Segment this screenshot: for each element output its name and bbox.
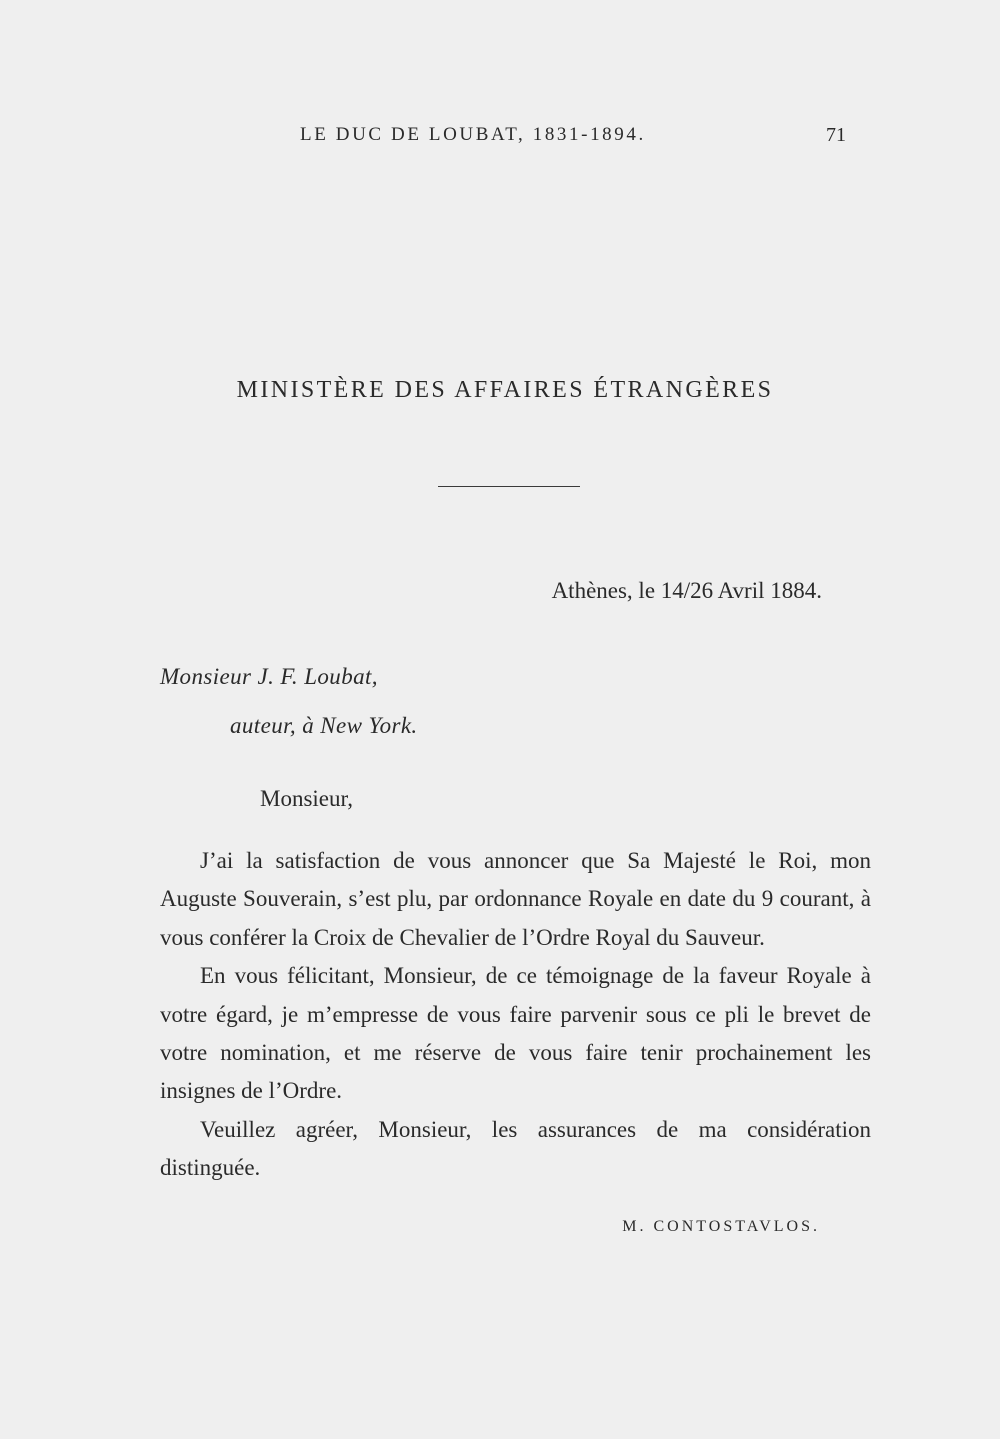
- addressee-name: Monsieur J. F. Loubat,: [160, 664, 378, 689]
- divider-rule: [438, 486, 580, 487]
- addressee-location: auteur, à New York.: [230, 713, 418, 738]
- paragraph: J’ai la satisfaction de vous annoncer que Sa Majesté le Roi, mon Auguste Souverain, s’est plu, par ordonnance Royale en date du 9 courant, à vous conférer la Croix de Chevalier de l’Ordre Royal du Sauveur.: [160, 848, 871, 950]
- page-number: 71: [826, 124, 846, 146]
- salutation: Monsieur,: [260, 786, 353, 811]
- running-header: [160, 124, 850, 154]
- running-title: LE DUC DE LOUBAT, 1831-1894.: [300, 124, 646, 145]
- ministry-heading: MINISTÈRE DES AFFAIRES ÉTRANGÈRES: [236, 377, 774, 403]
- dateline: Athènes, le 14/26 Avril 1884.: [551, 578, 822, 603]
- paragraph: Veuillez agréer, Monsieur, les assurances de ma considération distinguée.: [160, 1116, 871, 1181]
- letter-body: [160, 842, 871, 1188]
- signature: M. CONTOSTAVLOS.: [622, 1218, 820, 1235]
- paragraph: En vous félicitant, Monsieur, de ce témoignage de la faveur Royale à votre égard, je m’empresse de vous faire parvenir sous ce pli le brevet de votre nomination, et me réserve de vous faire tenir prochainement les insignes de l’Ordre.: [160, 963, 871, 1104]
